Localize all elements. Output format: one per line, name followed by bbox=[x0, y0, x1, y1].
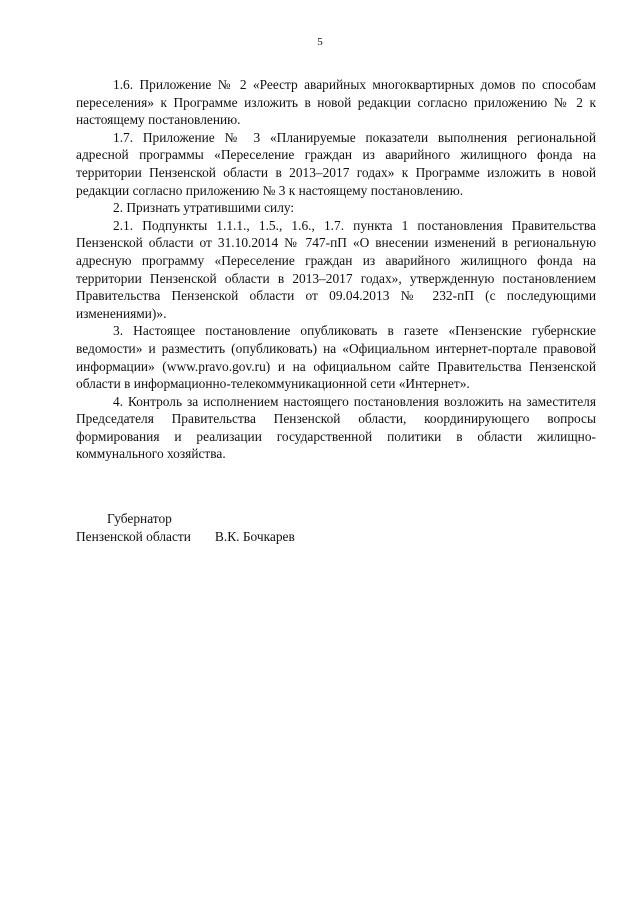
paragraph-4: 4. Контроль за исполнением настоящего постановления возложить на заместителя Председателя Правительства Пензенской области, координирующего вопросы формирования и реализации государственной политики в области жилищно-коммунального хозяйства. bbox=[76, 393, 596, 462]
paragraph-1-7: 1.7. Приложение № 3 «Планируемые показатели выполнения региональной адресной программы «Переселение граждан из аварийного жилищного фонда на территории Пензенской области в 2013–2017 годах» к Программе изложить в новой редакции согласно приложению № 3 к настоящему постановлению. bbox=[76, 129, 596, 198]
signature-title: Губернатор bbox=[107, 511, 172, 526]
paragraph-2-1: 2.1. Подпункты 1.1.1., 1.5., 1.6., 1.7. пункта 1 постановления Правительства Пензенской области от 31.10.2014 № 747-пП «О внесении изменений в региональную адресную программу «Переселение граждан из аварийного жилищного фонда на территории Пензенской области в 2013–2017 годах», утвержденную постановлением Правительства Пензенской области от 09.04.2013 № 232-пП (с последующими изменениями)». bbox=[76, 217, 596, 321]
paragraph-3: 3. Настоящее постановление опубликовать в газете «Пензенские губернские ведомости» и разместить (опубликовать) на «Официальном интернет-портале правовой информации» (www.pravo.gov.ru) и на официальном сайте Правительства Пензенской области в информационно-телекоммуникационной сети «Интернет». bbox=[76, 323, 596, 392]
document-body bbox=[76, 76, 596, 463]
paragraph-1-6: 1.6. Приложение № 2 «Реестр аварийных многоквартирных домов по способам переселения» к Программе изложить в новой редакции согласно приложению № 2 к настоящему постановлению. bbox=[76, 77, 596, 128]
signature-block bbox=[76, 510, 476, 545]
page-number: 5 bbox=[317, 36, 323, 48]
signature-name: В.К. Бочкарев bbox=[214, 528, 295, 544]
signature-line bbox=[76, 528, 476, 546]
paragraph-2: 2. Признать утратившими силу: bbox=[113, 200, 295, 216]
signature-region: Пензенской области bbox=[76, 528, 191, 544]
